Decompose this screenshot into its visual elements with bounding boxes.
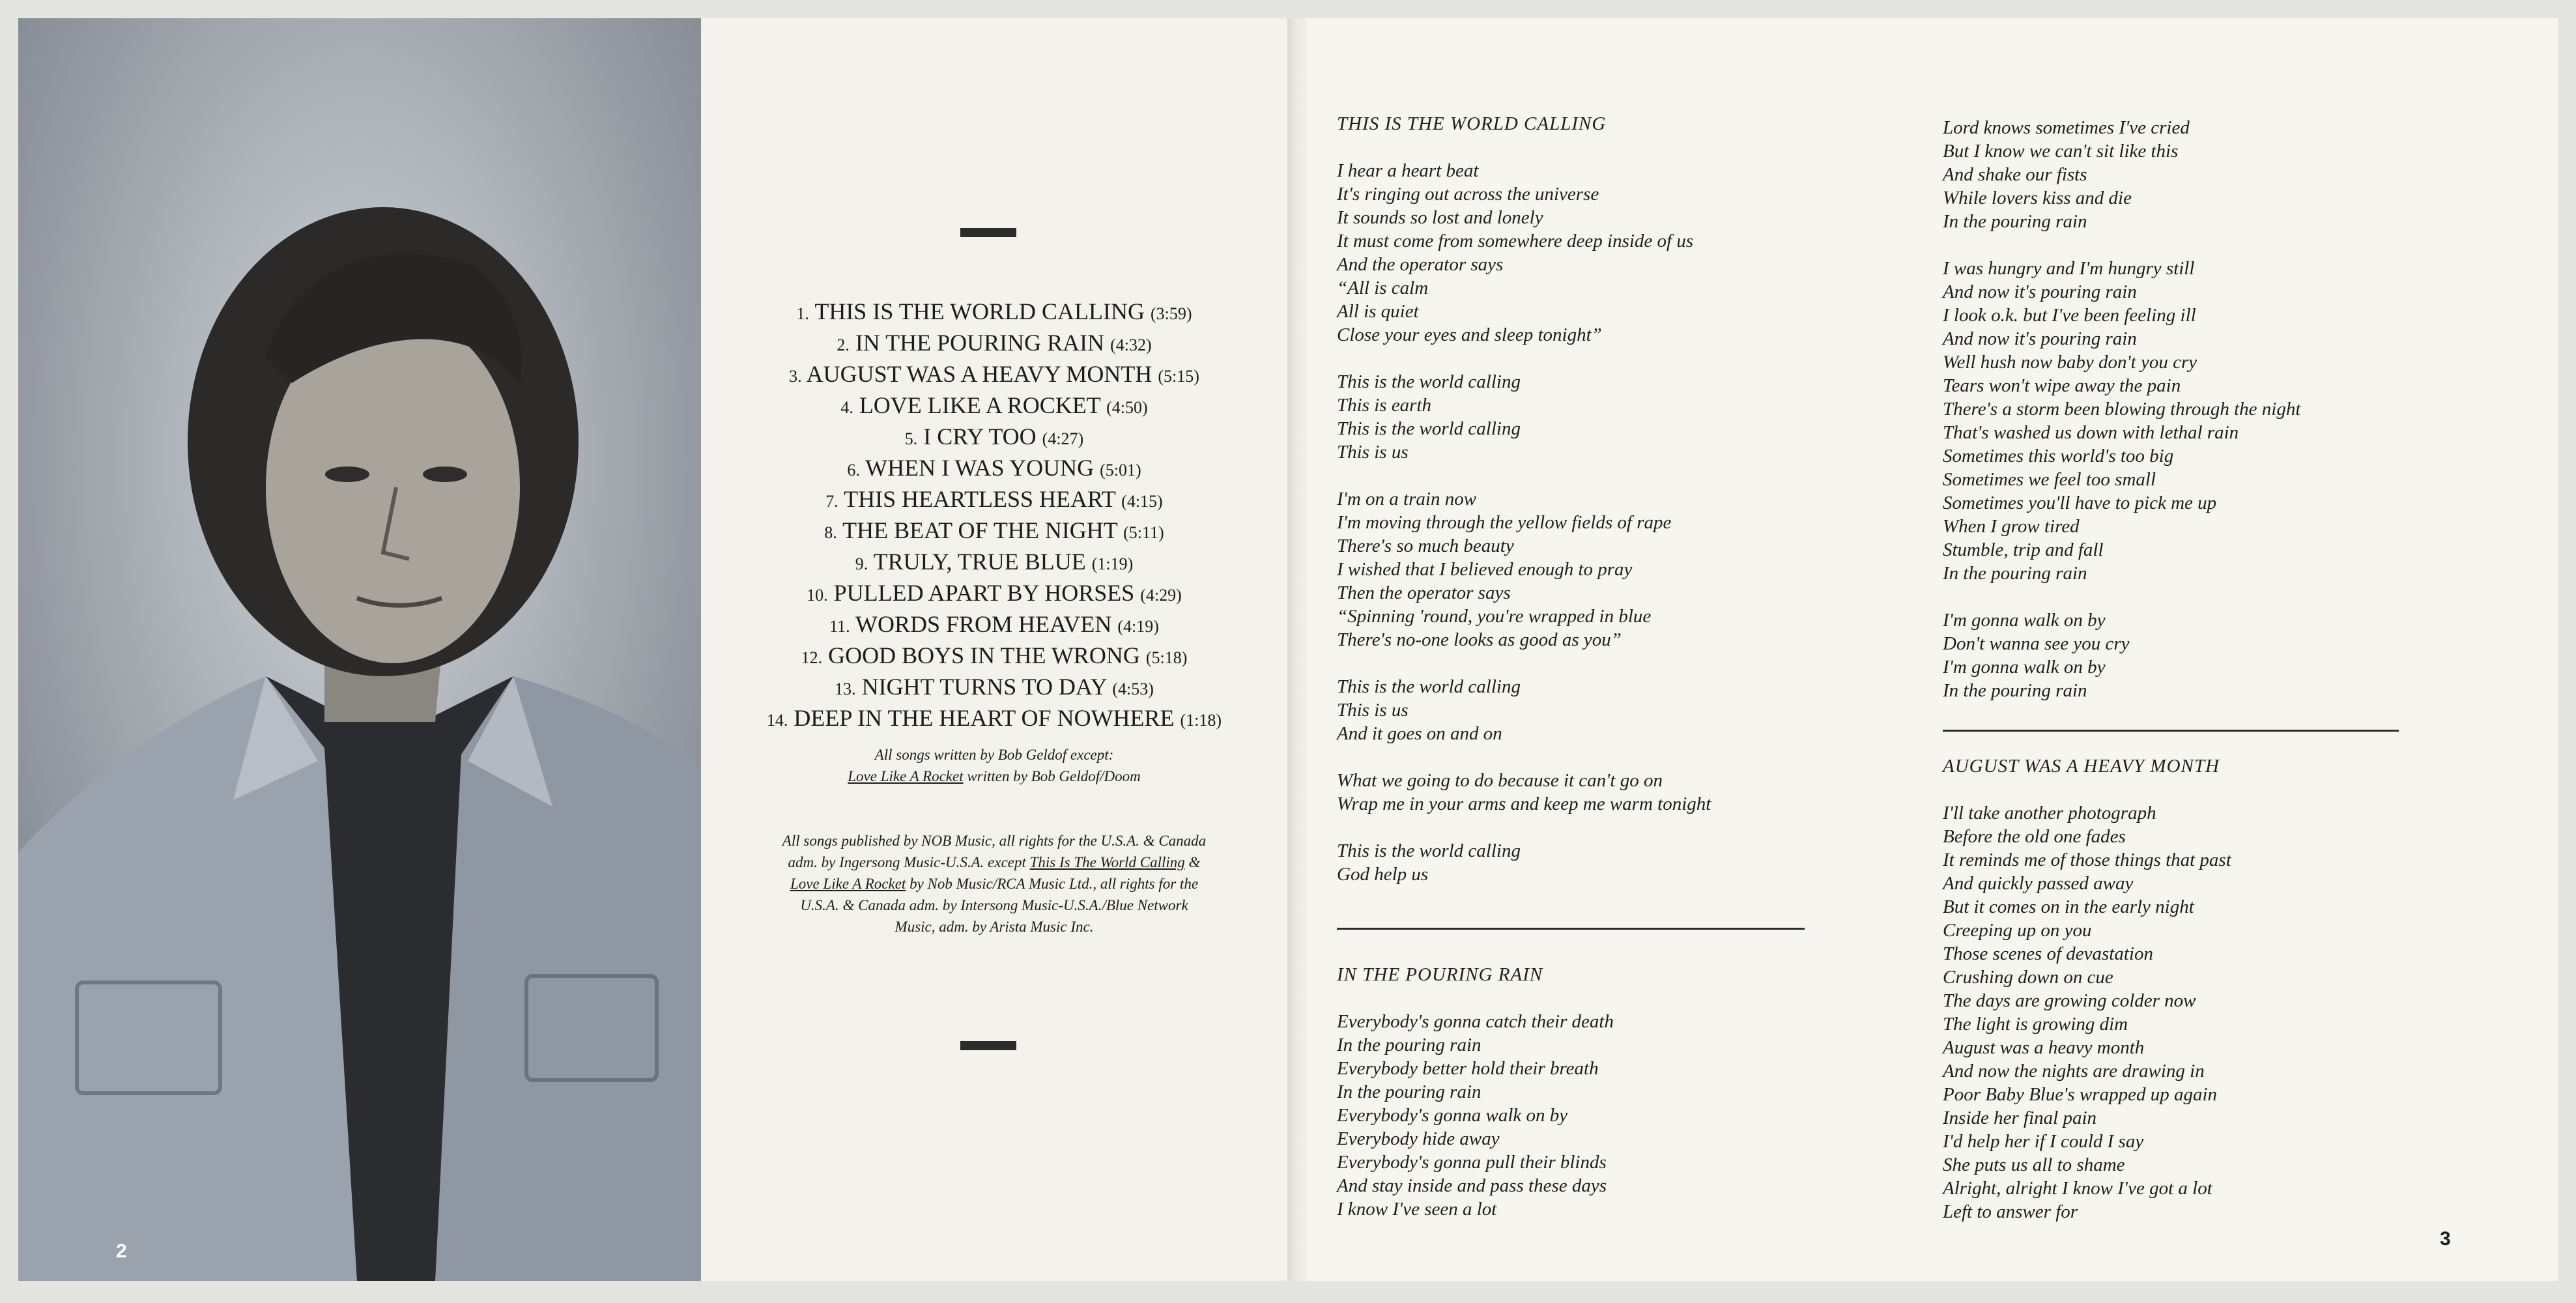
lyric-line: All is quiet: [1337, 301, 1419, 322]
lyrics-pouring-rain-part1: [1337, 963, 1806, 1221]
track-item: 5. I CRY TOO (4:27): [904, 423, 1084, 450]
lyric-line: That's washed us down with lethal rain: [1943, 422, 2239, 443]
song-title: AUGUST WAS A HEAVY MONTH: [1943, 756, 2220, 777]
track-item: 7. THIS HEARTLESS HEART (4:15): [825, 486, 1163, 512]
track-item: 3. AUGUST WAS A HEAVY MONTH (5:15): [789, 361, 1199, 387]
lyric-line: In the pouring rain: [1943, 680, 2087, 701]
lyric-line: Everybody better hold their breath: [1337, 1058, 1599, 1079]
lyrics-pouring-rain-part2: [1943, 116, 2412, 702]
lyric-line: And the operator says: [1337, 254, 1504, 275]
track-item: 12. GOOD BOYS IN THE WRONG (5:18): [801, 642, 1188, 668]
lyric-line: She puts us all to shame: [1943, 1154, 2125, 1175]
lyric-line: In the pouring rain: [1337, 1081, 1481, 1102]
song-title: THIS IS THE WORLD CALLING: [1337, 113, 1607, 134]
lyrics-world-calling: [1337, 112, 1806, 886]
portrait-illustration: [18, 18, 701, 1281]
lyric-line: This is us: [1337, 442, 1409, 463]
lyric-line: August was a heavy month: [1943, 1037, 2145, 1058]
lyric-line: And quickly passed away: [1943, 873, 2134, 894]
page-number-right: 3: [2440, 1228, 2451, 1250]
lyric-line: Well hush now baby don't you cry: [1943, 352, 2197, 373]
lyric-line: I know I've seen a lot: [1337, 1199, 1497, 1220]
song-divider: [1943, 730, 2399, 732]
artist-photo: [18, 18, 701, 1281]
page-number-left: 2: [116, 1240, 127, 1262]
stanza-gap: [1943, 585, 2412, 609]
lyric-line: While lovers kiss and die: [1943, 188, 2132, 208]
lyric-line: This is earth: [1337, 395, 1432, 416]
lyric-line: Stumble, trip and fall: [1943, 539, 2104, 560]
lyric-line: And now the nights are drawing in: [1943, 1061, 2205, 1081]
lyrics-august: [1943, 754, 2412, 1224]
stanza-gap: [1337, 816, 1806, 839]
lyric-line: Everybody's gonna walk on by: [1337, 1105, 1568, 1126]
lyric-line: Alright, alright I know I've got a lot: [1943, 1178, 2212, 1199]
writing-credits: All songs written by Bob Geldof except: Love Like A Rocket written by Bob Geldof/Doom: [848, 747, 1141, 784]
lyric-line: Left to answer for: [1943, 1201, 2078, 1222]
song-divider: [1337, 928, 1805, 930]
lyric-line: Before the old one fades: [1943, 826, 2126, 847]
lyric-line: In the pouring rain: [1943, 563, 2087, 584]
lyric-line: Poor Baby Blue's wrapped up again: [1943, 1084, 2218, 1105]
lyric-line: This is the world calling: [1337, 676, 1521, 697]
lyric-line: Then the operator says: [1337, 582, 1511, 603]
lyric-line: Wrap me in your arms and keep me warm tonight: [1337, 794, 1711, 814]
stanza-gap: [1337, 652, 1806, 675]
lyric-line: Those scenes of devastation: [1943, 943, 2153, 964]
song-title: IN THE POURING RAIN: [1337, 964, 1543, 985]
lyric-line: I'm gonna walk on by: [1943, 610, 2106, 631]
track-item: 6. WHEN I WAS YOUNG (5:01): [847, 455, 1141, 481]
lyric-line: In the pouring rain: [1943, 211, 2087, 232]
lyric-line: The light is growing dim: [1943, 1014, 2128, 1035]
lyric-line: God help us: [1337, 864, 1429, 885]
lyric-line: I'll take another photograph: [1943, 803, 2156, 823]
publishing-credits: All songs published by NOB Music, all rights for the U.S.A. & Canada adm. by Ingersong Music-U.S.A. except This Is The World Calling & Love Like A Rocket by Nob Music/RCA Music Ltd., all rights for the U.S.A. & Canada adm. by Intersong Music-U.S.A./Blue Network Music, adm. by Arista Music Inc.: [782, 833, 1207, 935]
track-item: 11. WORDS FROM HEAVEN (4:19): [829, 611, 1159, 637]
track-item: 9. TRULY, TRUE BLUE (1:19): [855, 549, 1134, 575]
lyric-line: I'm moving through the yellow fields of rape: [1337, 512, 1672, 533]
lyric-line: I'm gonna walk on by: [1943, 657, 2106, 678]
lyric-line: Everybody hide away: [1337, 1128, 1500, 1149]
lyric-line: And it goes on and on: [1337, 723, 1502, 744]
lyric-line: It sounds so lost and lonely: [1337, 207, 1543, 228]
tracklist-page: [701, 18, 1287, 1281]
stanza-gap: [1943, 233, 2412, 257]
lyric-line: And stay inside and pass these days: [1337, 1175, 1607, 1196]
lyric-line: There's a storm been blowing through the night: [1943, 399, 2301, 420]
lyric-line: This is the world calling: [1337, 418, 1521, 439]
track-item: 13. NIGHT TURNS TO DAY (4:53): [835, 674, 1154, 700]
track-item: 1. THIS IS THE WORLD CALLING (3:59): [796, 298, 1192, 324]
lyric-line: In the pouring rain: [1337, 1035, 1481, 1055]
top-divider-bar: [960, 228, 1016, 237]
lyric-line: Sometimes this world's too big: [1943, 446, 2174, 466]
lyric-line: Creeping up on you: [1943, 920, 2092, 941]
lyric-line: I was hungry and I'm hungry still: [1943, 258, 2195, 279]
lyric-line: This is the world calling: [1337, 840, 1521, 861]
lyric-line: This is us: [1337, 700, 1409, 721]
lyric-line: I hear a heart beat: [1337, 160, 1479, 181]
lyric-line: And now it's pouring rain: [1943, 328, 2137, 349]
lyric-line: Sometimes we feel too small: [1943, 469, 2156, 490]
stanza-gap: [1337, 464, 1806, 487]
lyric-line: “Spinning 'round, you're wrapped in blue: [1337, 606, 1652, 627]
lyric-line: Sometimes you'll have to pick me up: [1943, 493, 2217, 513]
stanza-gap: [1337, 745, 1806, 769]
lyric-line: Everybody's gonna pull their blinds: [1337, 1152, 1607, 1173]
lyric-line: When I grow tired: [1943, 516, 2080, 537]
lyric-line: I wished that I believed enough to pray: [1337, 559, 1633, 580]
bottom-divider-bar: [960, 1041, 1016, 1050]
lyric-line: I look o.k. but I've been feeling ill: [1943, 305, 2196, 326]
track-item: 14. DEEP IN THE HEART OF NOWHERE (1:18): [766, 705, 1222, 731]
lyric-line: It must come from somewhere deep inside of us: [1337, 231, 1694, 251]
track-item: 10. PULLED APART BY HORSES (4:29): [807, 580, 1182, 606]
lyric-line: There's so much beauty: [1337, 536, 1514, 556]
lyric-line: Close your eyes and sleep tonight”: [1337, 324, 1602, 345]
lyric-line: It reminds me of those things that past: [1943, 850, 2231, 870]
center-fold: [1287, 18, 1307, 1281]
lyric-line: The days are growing colder now: [1943, 990, 2196, 1011]
lyric-line: There's no-one looks as good as you”: [1337, 629, 1622, 650]
lyric-line: Tears won't wipe away the pain: [1943, 375, 2181, 396]
lyric-line: It's ringing out across the universe: [1337, 184, 1599, 205]
track-item: 2. IN THE POURING RAIN (4:32): [837, 330, 1152, 356]
tracklist: [701, 297, 1287, 735]
track-item: 8. THE BEAT OF THE NIGHT (5:11): [824, 517, 1164, 543]
lyric-line: I'm on a train now: [1337, 489, 1477, 509]
lyric-line: I'd help her if I could I say: [1943, 1131, 2144, 1152]
stanza-gap: [1337, 347, 1806, 370]
lyric-line: “All is calm: [1337, 278, 1429, 298]
lyric-line: And shake our fists: [1943, 164, 2087, 185]
lyric-line: But I know we can't sit like this: [1943, 141, 2179, 162]
lyric-line: Inside her final pain: [1943, 1108, 2097, 1128]
lyric-line: Lord knows sometimes I've cried: [1943, 117, 2190, 138]
lyric-line: Crushing down on cue: [1943, 967, 2113, 988]
lyric-line: And now it's pouring rain: [1943, 281, 2137, 302]
lyric-line: What we going to do because it can't go on: [1337, 770, 1663, 791]
lyric-line: Don't wanna see you cry: [1943, 633, 2130, 654]
lyric-line: This is the world calling: [1337, 371, 1521, 392]
lyric-line: But it comes on in the early night: [1943, 896, 2194, 917]
track-item: 4. LOVE LIKE A ROCKET (4:50): [840, 392, 1148, 418]
lyric-line: Everybody's gonna catch their death: [1337, 1011, 1614, 1032]
